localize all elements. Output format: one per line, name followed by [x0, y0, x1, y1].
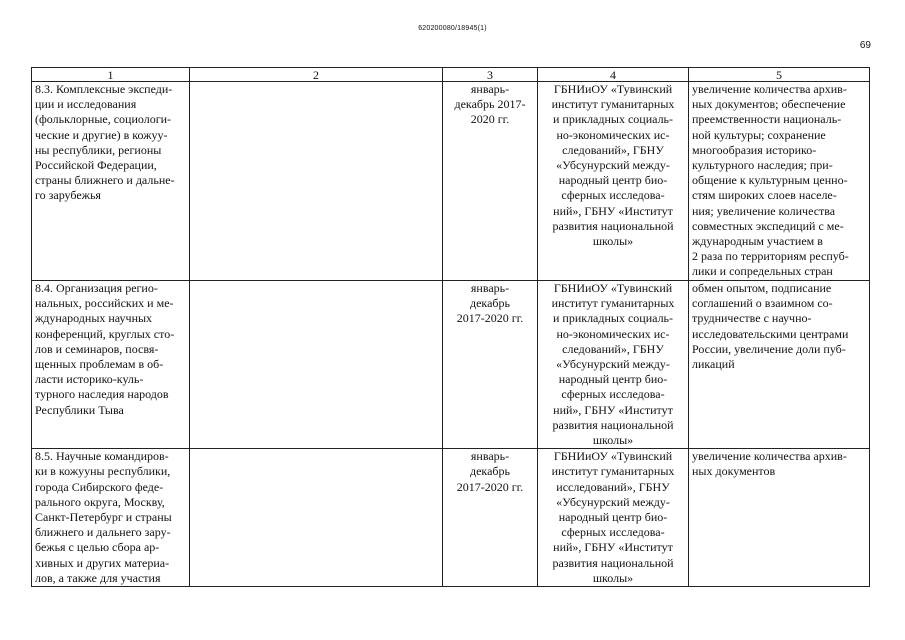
cell-text-line: ки в кожууны республики, [35, 464, 171, 479]
cell-text-line: школы» [592, 570, 634, 585]
empty-cell [190, 82, 443, 281]
document-id: 620200080/18945(1) [418, 25, 487, 32]
cell-text-line: но-экономических ис- [556, 127, 670, 142]
cell-text-line: совместных экспедиций с ме- [692, 218, 844, 233]
cell-text-line: ласти историко-куль- [35, 372, 144, 387]
cell-text-line: 2017-2020 гг. [456, 479, 524, 494]
cell-text-line: ждународным участием в [692, 234, 823, 249]
cell-text-line: институт гуманитарных [551, 97, 675, 112]
column-header: 3 [443, 68, 538, 82]
cell-text-line: ны республики, регионы [35, 142, 162, 157]
period-cell [443, 82, 538, 281]
cell-text-line: народный центр био- [558, 372, 668, 387]
cell-text-line: 8.5. Научные командиров- [35, 449, 169, 464]
empty-cell [190, 449, 443, 587]
cell-text-line: ГБНИиОУ «Тувинский [553, 82, 673, 96]
cell-text-line: соглашений о взаимном со- [692, 296, 833, 311]
cell-text-line: увеличение количества архив- [692, 82, 847, 96]
cell-text-line: лов, а также для участия [35, 570, 161, 585]
cell-text-line: ний», ГБНУ «Институт [553, 540, 673, 555]
cell-text-line: институт гуманитарных [551, 296, 675, 311]
cell-text-line: январь- [470, 82, 510, 96]
cell-text-line: но-экономических ис- [556, 326, 670, 341]
cell-text-line: Республики Тыва [35, 402, 124, 417]
cell-text-line: го зарубежья [35, 188, 101, 203]
executors-cell [538, 281, 689, 449]
cell-text-line: сферных исследова- [561, 525, 665, 540]
table-row [32, 82, 870, 281]
cell-text-line: страны ближнего и дальне- [35, 173, 175, 188]
cell-text-line: ных документов [692, 464, 776, 479]
cell-text-line: и прикладных социаль- [552, 311, 674, 326]
cell-text-line: трудничестве с научно- [692, 311, 812, 326]
cell-text-line: увеличение количества архив- [692, 449, 847, 464]
cell-text-line: ния; увеличение количества [692, 203, 836, 218]
cell-text-line: Санкт-Петербург и страны [35, 510, 172, 525]
column-header: 5 [689, 68, 870, 82]
cell-text-line: ГБНИиОУ «Тувинский [553, 449, 673, 464]
cell-text-line: России, увеличение доли пуб- [692, 341, 846, 356]
activity-cell [32, 449, 190, 587]
cell-text-line: 8.3. Комплексные экспеди- [35, 82, 173, 96]
cell-text-line: города Сибирского феде- [35, 479, 164, 494]
cell-text-line: ний», ГБНУ «Институт [553, 203, 673, 218]
cell-text-line: лики и сопредельных стран [692, 264, 833, 279]
cell-text-line: «Убсунурский между- [556, 357, 670, 372]
result-cell [689, 281, 870, 449]
column-header: 4 [538, 68, 689, 82]
cell-text-line: сферных исследова- [561, 188, 665, 203]
cell-text-line: конференций, круглых сто- [35, 326, 175, 341]
cell-text-line: общение к культурным ценно- [692, 173, 848, 188]
cell-text-line: декабрь [470, 296, 510, 311]
cell-text-line: декабрь [470, 464, 510, 479]
result-cell [689, 449, 870, 587]
column-header: 1 [32, 68, 190, 82]
cell-text-line: развития национальной [552, 417, 674, 432]
cell-text-line: обмен опытом, подписание [692, 281, 832, 295]
cell-text-line: щенных проблемам в об- [35, 357, 164, 372]
cell-text-line: следований», ГБНУ [562, 341, 664, 356]
cell-text-line: культурного наследия; при- [692, 158, 833, 173]
cell-text-line: ближнего и дальнего зару- [35, 525, 171, 540]
activity-cell [32, 82, 190, 281]
cell-text-line: ной культуры; сохранение [692, 127, 826, 142]
cell-text-line: бежья с целью сбора ар- [35, 540, 160, 555]
cell-text-line: следований», ГБНУ [562, 142, 664, 157]
cell-text-line: ГБНИиОУ «Тувинский [553, 281, 673, 295]
cell-text-line: школы» [592, 433, 634, 448]
cell-text-line: многообразия историко- [692, 142, 817, 157]
cell-text-line: школы» [592, 234, 634, 249]
cell-text-line: сферных исследова- [561, 387, 665, 402]
cell-text-line: институт гуманитарных [551, 464, 675, 479]
cell-text-line: развития национальной [552, 555, 674, 570]
result-cell [689, 82, 870, 281]
cell-text-line: «Убсунурский между- [556, 494, 670, 509]
table-row [32, 281, 870, 449]
cell-text-line: турного наследия народов [35, 387, 169, 402]
cell-text-line: развития национальной [552, 218, 674, 233]
cell-text-line: народный центр био- [558, 510, 668, 525]
cell-text-line: январь- [470, 449, 510, 464]
table-header-row [32, 68, 870, 82]
cell-text-line: 2020 гг. [470, 112, 510, 127]
cell-text-line: ний», ГБНУ «Институт [553, 402, 673, 417]
executors-cell [538, 449, 689, 587]
cell-text-line: ждународных научных [35, 311, 153, 326]
cell-text-line: народный центр био- [558, 173, 668, 188]
cell-text-line: 8.4. Организация регио- [35, 281, 158, 295]
page-number: 69 [859, 40, 871, 51]
cell-text-line: Российской Федерации, [35, 158, 157, 173]
column-header: 2 [190, 68, 443, 82]
cell-text-line: январь- [470, 281, 510, 295]
cell-text-line: стям широких слоев населе- [692, 188, 837, 203]
cell-text-line: исследований», ГБНУ [556, 479, 670, 494]
table-row [32, 449, 870, 587]
executors-cell [538, 82, 689, 281]
cell-text-line: декабрь 2017- [454, 97, 526, 112]
cell-text-line: ческие и другие) в кожуу- [35, 127, 168, 142]
period-cell [443, 449, 538, 587]
empty-cell [190, 281, 443, 449]
cell-text-line: (фольклорные, социологи- [35, 112, 172, 127]
cell-text-line: ликаций [692, 357, 735, 372]
cell-text-line: рального округа, Москву, [35, 494, 165, 509]
cell-text-line: исследовательскими центрами [692, 326, 849, 341]
activity-cell [32, 281, 190, 449]
cell-text-line: «Убсунурский между- [556, 158, 670, 173]
cell-text-line: ных документов; обеспечение [692, 97, 846, 112]
cell-text-line: 2 раза по территориям респуб- [692, 249, 849, 264]
cell-text-line: лов и семинаров, посвя- [35, 341, 159, 356]
cell-text-line: ции и исследования [35, 97, 137, 112]
cell-text-line: 2017-2020 гг. [456, 311, 524, 326]
cell-text-line: и прикладных социаль- [552, 112, 674, 127]
cell-text-line: преемственности националь- [692, 112, 842, 127]
period-cell [443, 281, 538, 449]
measures-table [31, 67, 870, 587]
cell-text-line: хивных и других материа- [35, 555, 170, 570]
cell-text-line: нальных, российских и ме- [35, 296, 174, 311]
